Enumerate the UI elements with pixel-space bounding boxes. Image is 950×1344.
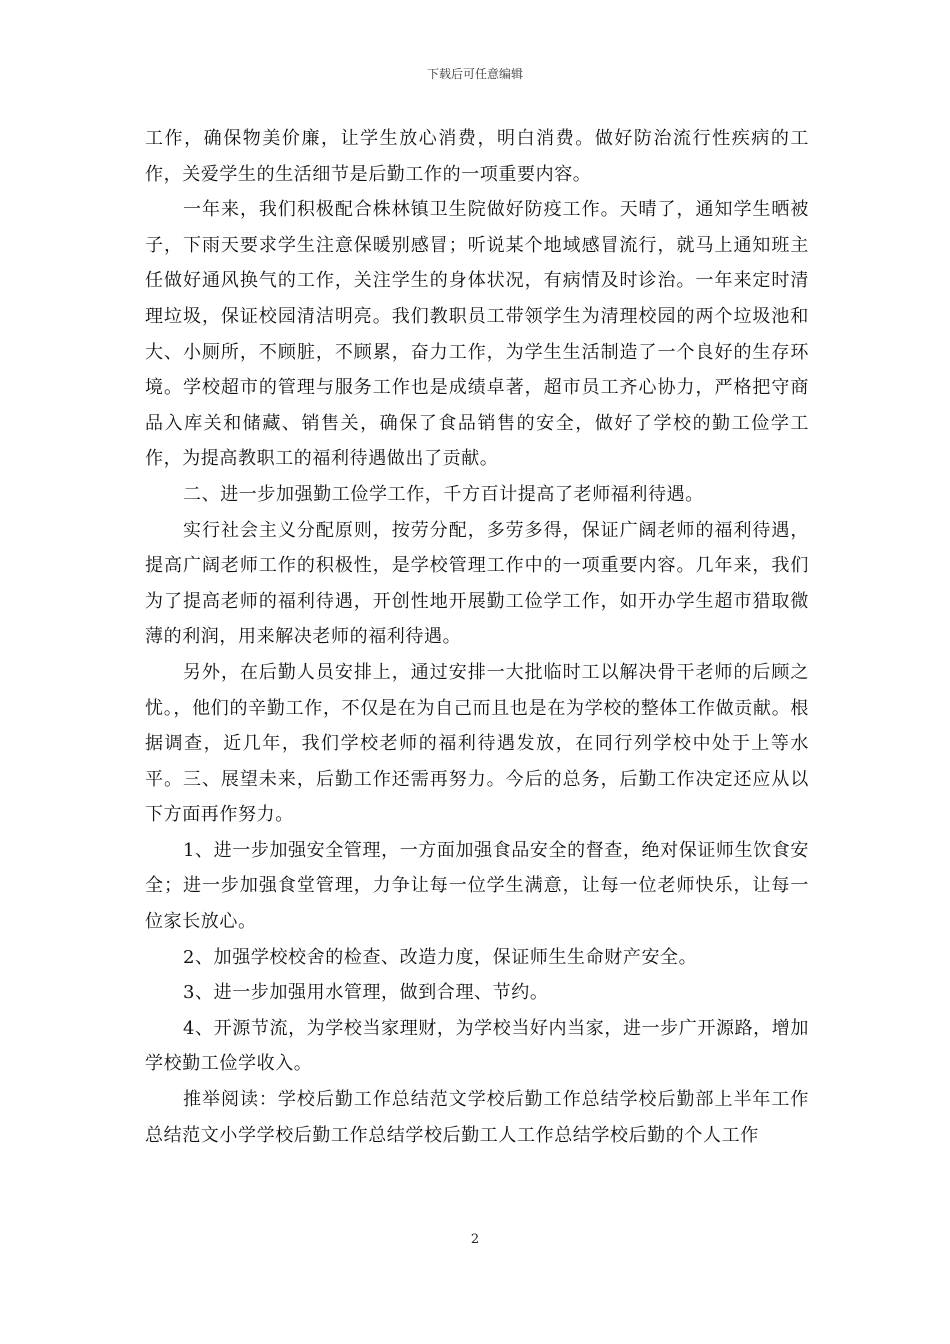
document-body [145,121,809,1153]
paragraph-3: 实行社会主义分配原则，按劳分配，多劳多得，保证广阔老师的福利待遇，提高广阔老师工作的积极性，是学校管理工作中的一项重要内容。几年来，我们为了提高老师的福利待遇，开创性地开展勤工俭学工作，如开办学生超市猎取微薄的利润，用来解决老师的福利待遇。 [145,519,809,648]
paragraph-4: 另外，在后勤人员安排上，通过安排一大批临时工以解决骨干老师的后顾之忧。，他们的辛勤工作，不仅是在为自己而且也是在为学校的整体工作做贡献。根据调查，近几年，我们学校老师的福利待遇发放，在同行列学校中处于上等水平。三、展望未来，后勤工作还需再努力。今后的总务，后勤工作决定还应从以下方面再作努力。 [145,661,809,826]
page-number: 2 [470,1232,480,1247]
list-item-3: 3、进一步加强用水管理，做到合理、节约。 [183,982,549,1004]
list-item-2: 2、加强学校校舍的检查、改造力度，保证师生生命财产安全。 [183,946,698,968]
paragraph-2: 一年来，我们积极配合株林镇卫生院做好防疫工作。天晴了，通知学生晒被子，下雨天要求学生注意保暖别感冒；听说某个地域感冒流行，就马上通知班主任做好通风换气的工作，关注学生的身体状况，有病情及时诊治。一年来定时清理垃圾，保证校园清洁明亮。我们教职员工带领学生为清理校园的两个垃圾池和大、小厕所，不顾脏，不顾累，奋力工作，为学生生活制造了一个良好的生存环境。学校超市的管理与服务工作也是成绩卓著，超市员工齐心协力，严格把守商品入库关和储藏、销售关，确保了食品销售的安全，做好了学校的勤工俭学工作，为提高教职工的福利待遇做出了贡献。 [145,199,809,470]
section-heading-2: 二、进一步加强勤工俭学工作，千方百计提高了老师福利待遇。 [183,483,704,505]
list-item-4: 4、开源节流，为学校当家理财，为学校当好内当家，进一步广开源路，增加学校勤工俭学收入。 [145,1017,809,1075]
page-header: 下载后可任意编辑 [426,67,523,81]
paragraph-1: 工作，确保物美价廉，让学生放心消费，明白消费。做好防治流行性疾病的工作，关爱学生的生活细节是后勤工作的一项重要内容。 [145,128,809,185]
recommended-reading: 推举阅读：学校后勤工作总结范文学校后勤工作总结学校后勤部上半年工作总结范文小学学校后勤工作总结学校后勤工人工作总结学校后勤的个人工作 [145,1089,809,1146]
list-item-1: 1、进一步加强安全管理，一方面加强食品安全的督查，绝对保证师生饮食安全；进一步加强食堂管理，力争让每一位学生满意，让每一位老师快乐，让每一位家长放心。 [145,839,809,933]
